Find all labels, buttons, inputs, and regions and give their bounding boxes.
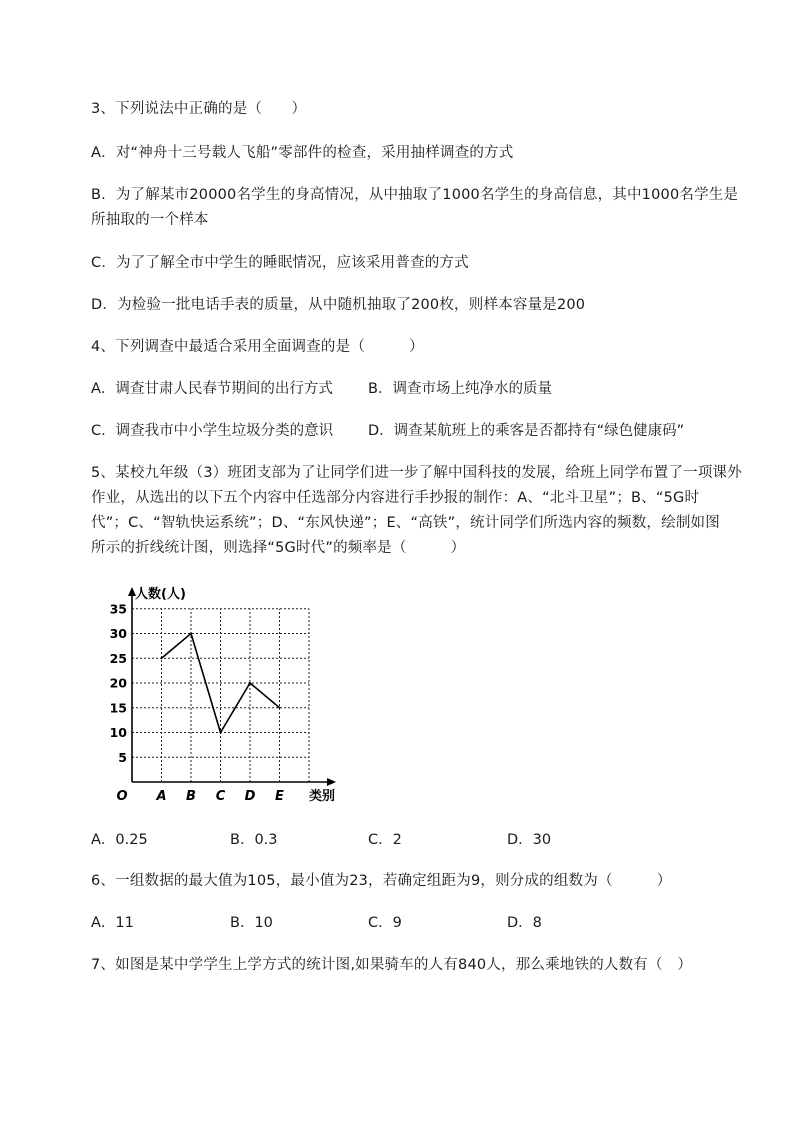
q4-option-c: C．调查我市中小学生垃圾分类的意识: [91, 423, 334, 439]
q5-option-c: C．2: [368, 832, 402, 848]
y-tick-label-30: 30: [109, 626, 127, 641]
x-tick-label-B: B: [186, 789, 196, 804]
chart-ticks: [110, 601, 284, 804]
y-tick-label-20: 20: [109, 675, 127, 691]
x-tick-label-A: A: [156, 789, 167, 804]
q5-option-d: D．30: [507, 832, 552, 848]
q5-option-b: B．0.3: [230, 832, 278, 848]
y-tick-label-25: 25: [109, 650, 127, 666]
q4-option-b: B．调查市场上纯净水的质量: [368, 381, 552, 397]
q3-option-b-line1: B．为了解某市20000名学生的身高情况，从中抽取了1000名学生的身高信息，其中1000名学生是: [91, 187, 739, 203]
y-tick-label-35: 35: [109, 601, 127, 617]
q5-stem-line1: 5、某校九年级（3）班团支部为了让同学们进一步了解中国科技的发展，给班上同学布置了一项课外: [91, 465, 742, 481]
data-point-C: [220, 732, 222, 734]
q6-option-d: D．8: [507, 915, 542, 931]
q3-option-b-line2: 所抽取的一个样本: [91, 212, 209, 228]
q5-option-a: A．0.25: [91, 832, 148, 848]
chart-axes: [128, 587, 336, 786]
q3-option-c: C．为了了解全市中学生的睡眠情况，应该采用普查的方式: [91, 255, 469, 271]
chart-grid: [132, 609, 309, 782]
q6-option-c: C．9: [368, 915, 402, 931]
x-tick-label-D: D: [244, 789, 256, 804]
q3-option-a: A．对“神舟十三号载人飞船”零部件的检查，采用抽样调查的方式: [91, 145, 514, 161]
data-point-E: [279, 707, 281, 709]
q5-stem-line2: 作业，从选出的以下五个内容中任选部分内容进行手抄报的制作：A、“北斗卫星”；B、“5G时: [91, 490, 700, 506]
x-tick-label-E: E: [275, 789, 284, 804]
x-axis-title: 类别: [309, 789, 336, 804]
frequency-line-chart: [105, 582, 345, 804]
q6-option-a: A．11: [91, 915, 134, 931]
q6-stem: 6、一组数据的最大值为105，最小值为23，若确定组距为9，则分成的组数为（ ）: [91, 873, 672, 889]
x-tick-label-C: C: [215, 789, 226, 804]
y-tick-label-15: 15: [109, 700, 127, 716]
q6-option-b: B．10: [230, 915, 273, 931]
y-tick-label-10: 10: [109, 725, 127, 740]
q5-stem-line4: 所示的折线统计图，则选择“5G时代”的频率是（ ）: [91, 540, 466, 556]
data-point-D: [249, 682, 251, 684]
q4-option-d: D．调查某航班上的乘客是否都持有“绿色健康码”: [368, 423, 685, 439]
y-tick-label-5: 5: [118, 749, 127, 765]
q3-option-d: D．为检验一批电话手表的质量，从中随机抽取了200枚，则样本容量是200: [91, 297, 586, 313]
q3-stem: 3、下列说法中正确的是（ ）: [91, 101, 307, 117]
data-point-B: [190, 633, 192, 635]
q4-stem: 4、下列调查中最适合采用全面调查的是（ ）: [91, 339, 424, 355]
y-axis-title: 人数(人): [135, 587, 186, 602]
x-axis-arrow: [327, 778, 336, 786]
q4-option-a: A．调查甘肃人民春节期间的出行方式: [91, 381, 333, 397]
data-point-A: [161, 657, 163, 659]
origin-label: O: [116, 789, 128, 804]
q7-stem: 7、如图是某中学学生上学方式的统计图,如果骑车的人有840人，那么乘地铁的人数有（ ）: [91, 957, 693, 973]
q5-stem-line3: 代”；C、“智轨快运系统”；D、“东风快递”；E、“高铁”，统计同学们所选内容的频数，绘制如图: [91, 515, 720, 531]
